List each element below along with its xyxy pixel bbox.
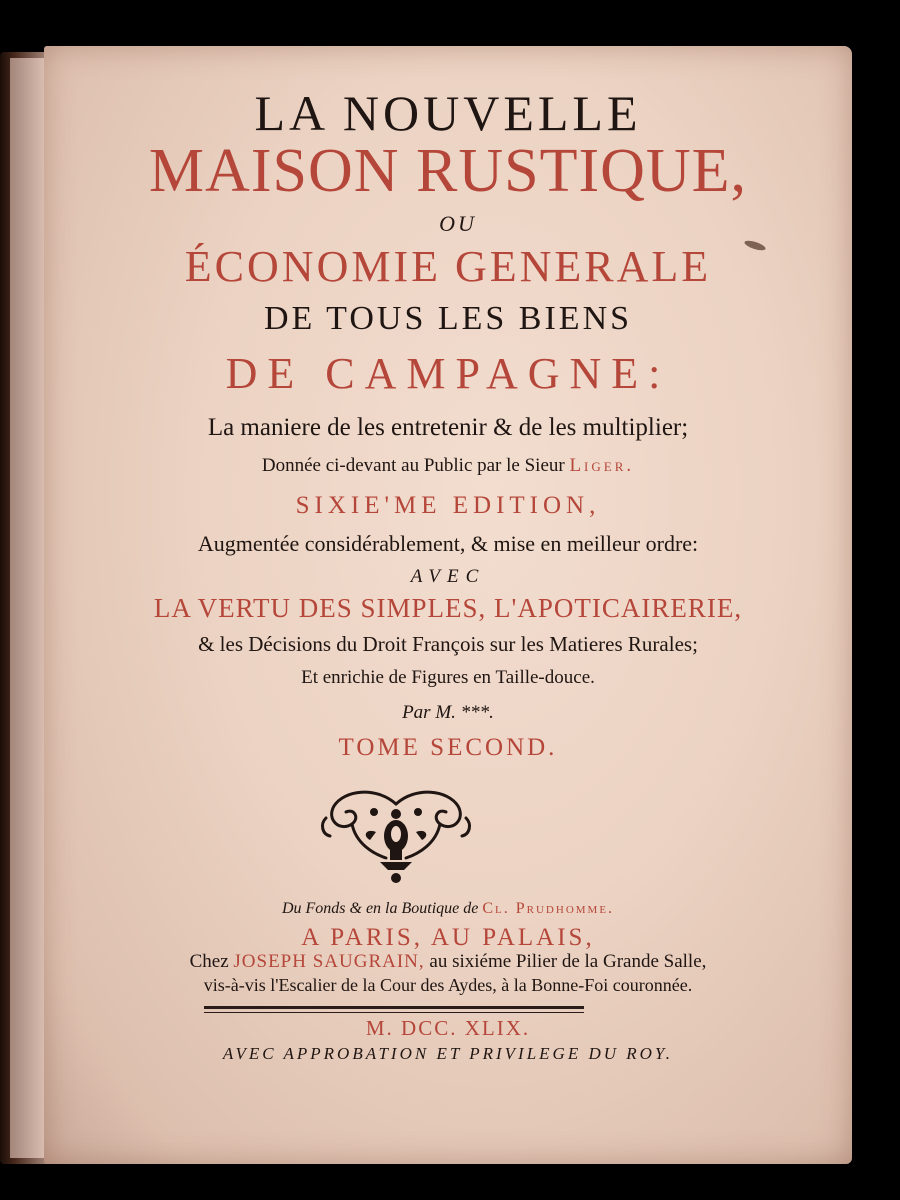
divider-rule-thin xyxy=(204,1012,584,1013)
title-line-4: ÉCONOMIE GENERALE xyxy=(184,242,712,291)
printer-line xyxy=(44,951,852,973)
author-line xyxy=(44,455,852,477)
title-line-2: MAISON RUSTIQUE, xyxy=(148,137,748,205)
printer-name: JOSEPH SAUGRAIN, xyxy=(233,951,425,972)
title-conjunction: OU xyxy=(439,211,477,236)
author-name: Liger. xyxy=(569,455,635,476)
title-line-1: LA NOUVELLE xyxy=(254,85,642,141)
printer-address: au sixiéme Pilier de la Grande Salle, xyxy=(429,951,707,972)
author-line-text: Donnée ci-devant au Public par le Sieur xyxy=(261,455,565,476)
avec-line: AVEC xyxy=(410,566,486,587)
volume-line: TOME SECOND. xyxy=(338,734,558,761)
title-line-5: DE TOUS LES BIENS xyxy=(263,300,633,337)
title-line-6: DE CAMPAGNE: xyxy=(225,349,671,398)
printer-chez: Chez xyxy=(189,951,229,972)
bookseller-name: Cl. Prudhomme. xyxy=(482,900,615,917)
virtue-line: LA VERTU DES SIMPLES, L'APOTICAIRERIE, xyxy=(153,593,743,623)
subtitle-line: La maniere de les entretenir & de les multiplier; xyxy=(207,414,689,441)
par-line: Par M. ***. xyxy=(402,702,494,723)
title-page xyxy=(44,46,852,1164)
floral-vignette-icon xyxy=(316,784,476,888)
decisions-line: & les Décisions du Droit François sur les Matieres Rurales; xyxy=(198,632,698,656)
divider-rule xyxy=(204,1006,584,1009)
edition-line: SIXIE'ME EDITION, xyxy=(295,492,601,519)
bookseller-line xyxy=(44,900,852,918)
privilege-line: AVEC APPROBATION ET PRIVILEGE DU ROY. xyxy=(222,1044,674,1063)
bookseller-text: Du Fonds & en la Boutique de xyxy=(281,900,479,917)
augmented-line: Augmentée considérablement, & mise en meilleur ordre: xyxy=(197,531,699,556)
figures-line: Et enrichie de Figures en Taille-douce. xyxy=(301,667,595,688)
address-line: vis-à-vis l'Escalier de la Cour des Aydes, à la Bonne-Foi couronnée. xyxy=(203,975,693,995)
city-line: A PARIS, AU PALAIS, xyxy=(301,924,595,951)
year-line: M. DCC. XLIX. xyxy=(365,1016,531,1040)
